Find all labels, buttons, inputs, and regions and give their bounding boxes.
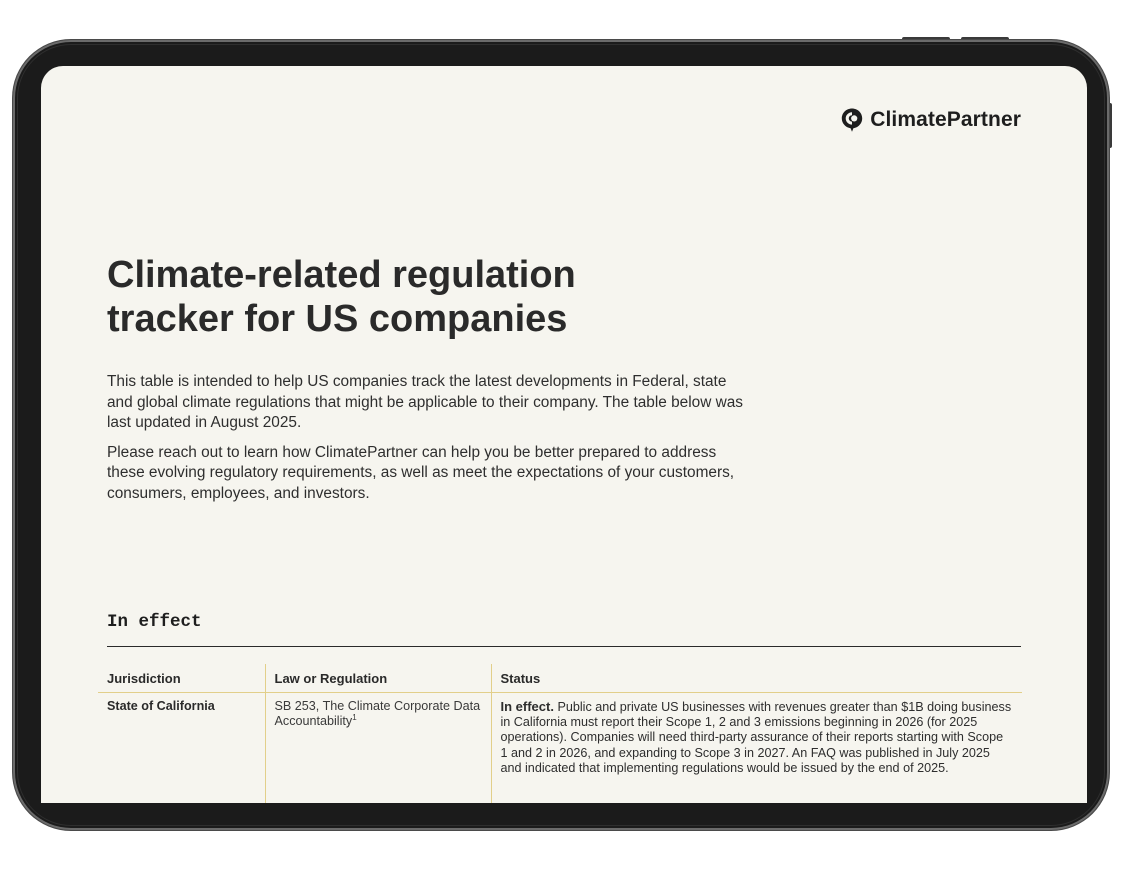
table-header-row [98, 664, 1022, 693]
cell-law [265, 693, 491, 804]
brand-logo [840, 107, 1021, 133]
cell-jurisdiction: State of California [107, 699, 215, 713]
intro-text [107, 372, 747, 513]
column-header-jurisdiction: Jurisdiction [98, 664, 265, 693]
brand-name: ClimatePartner [870, 108, 1021, 131]
page-title-line-1: Climate-related regulation [107, 254, 576, 296]
document-page[interactable] [41, 66, 1087, 803]
column-header-status: Status [491, 664, 1022, 693]
tablet-frame [13, 40, 1109, 830]
status-text: Public and private US businesses with revenues greater than $1B doing business in California must report their Scope 1, 2 and 3 emissions beginning in 2026 (for 2025 operations). Companies will need third-party assurance of their reports starting with Scope 1 and 2 in 2026, and expanding to Scope 3 in 2027. An FAQ was published in July 2025 and indicated that implementing regulations would be issued by the end of 2025. [500, 700, 1012, 775]
cell-status [491, 693, 1022, 804]
law-name: SB 253, The Climate Corporate Data Accountability [274, 699, 481, 729]
section-heading-in-effect: In effect [107, 612, 202, 632]
intro-paragraph-2: Please reach out to learn how ClimatePartner can help you be better prepared to address these evolving regulatory requirements, as well as meet the expectations of your customers, consumers, employees, and investors. [107, 443, 735, 502]
regulation-table [98, 664, 1022, 803]
footnote-marker[interactable]: 1 [352, 713, 357, 723]
intro-paragraph-1: This table is intended to help US companies track the latest developments in Federal, state and global climate regulations that might be applicable to their company. The table below was last updated in August 2025. [107, 373, 743, 431]
section-divider [107, 646, 1021, 647]
climatepartner-logo-icon [840, 107, 864, 133]
column-header-law: Law or Regulation [265, 664, 491, 693]
table-row [98, 693, 1022, 804]
page-title-line-2: tracker for US companies [107, 298, 568, 340]
status-lead: In effect. [500, 699, 554, 714]
page-title [107, 253, 807, 341]
